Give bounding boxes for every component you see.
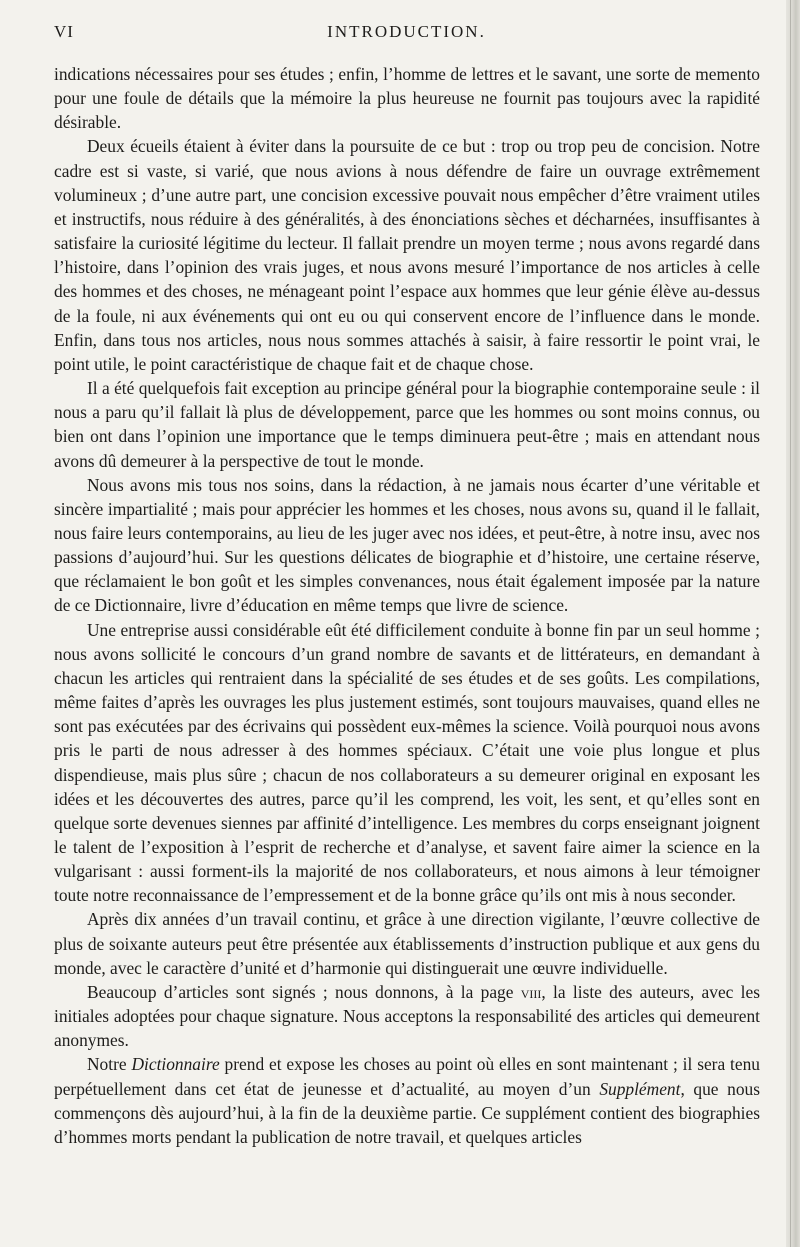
paragraph-8-part-a: Notre — [87, 1054, 132, 1075]
title-dictionnaire: Dictionnaire — [131, 1054, 220, 1075]
title-supplement: Supplément — [599, 1078, 681, 1099]
page-header — [54, 22, 759, 52]
paragraph-5: Une entreprise aussi considérable eût été difficilement conduite à bonne fin par un seul homme ; nous avons sollicité le concours d’un grand nombre de savants et de littérateurs, en demandant à chacun les articles qui rentraient dans la spécialité de ses études et de ses goûts. Les compilations, même faites d’après les ouvrages les plus justement estimés, sont toujours mauvaises, quand elles ne sont pas exécutées par des écrivains qui possèdent eux-mêmes la science. Voilà pourquoi nous avons pris le parti de nous adresser à des hommes spéciaux. C’était une voie plus longue et plus dispendieuse, mais plus sûre ; chacun de nos collaborateurs a su demeurer original en exposant les idées et les découvertes des autres, parce qu’il les comprend, les voit, les sent, et qu’elles sont en quelque sorte devenues siennes par affinité d’intelligence. Les membres du corps enseignant joignent le talent de l’exposition à l’esprit de recherche et d’analyse, et savent faire aimer la science en la vulgarisant : aussi forment-ils la majorité de nos collaborateurs, et nous aimons à leur témoigner toute notre reconnaissance de l’empressement et de la bonne grâce qu’ils ont mis à nous seconder. — [54, 619, 760, 906]
paragraph-7 — [54, 980, 760, 1052]
page-number: VI — [54, 22, 74, 41]
paragraph-8 — [54, 1052, 760, 1149]
body-text — [54, 62, 760, 1149]
paragraph-6: Après dix années d’un travail continu, et grâce à une direction vigilante, l’œuvre collective de plus de soixante auteurs peut être présentée aux établissements d’instruction publique et aux gens du monde, avec le caractère d’unité et d’harmonie qui distinguerait une œuvre individuelle. — [54, 909, 760, 978]
paragraph-8-part-c: , que nous commençons dès aujourd’hui, à la fin de la deuxième partie. Ce supplément contient des biographies d’hommes morts pendant la publication de notre travail, et quelques articles — [54, 1078, 761, 1147]
page-reference: viii — [520, 981, 542, 1002]
page-edge — [786, 0, 800, 1247]
paragraph-4: Nous avons mis tous nos soins, dans la rédaction, à ne jamais nous écarter d’une véritable et sincère impartialité ; mais pour apprécier les hommes et les choses, nous avons su, quand il le fallait, nous faire leurs contemporains, au lieu de les juger avec nos idées, et peut-être, à notre insu, avec nos passions d’aujourd’hui. Sur les questions délicates de biographie et d’histoire, une certaine réserve, que réclamaient le bon goût et les simples convenances, nous était également imposée par la nature de ce Dictionnaire, livre d’éducation en même temps que livre de science. — [54, 474, 760, 616]
running-title: INTRODUCTION. — [327, 22, 486, 41]
paragraph-1: indications nécessaires pour ses études ; enfin, l’homme de lettres et le savant, une sorte de memento pour une foule de détails que la mémoire la plus heureuse ne fournit pas toujours avec la rapidité désirable. — [54, 64, 760, 133]
paragraph-8-part-b: prend et expose les choses au point où elles en sont maintenant ; il sera tenu perpétuellement dans cet état de jeunesse et d’actualité, au moyen d’un — [54, 1054, 760, 1099]
paragraph-3: Il a été quelquefois fait exception au principe général pour la biographie contemporaine seule : il nous a paru qu’il fallait là plus de développement, parce que les hommes ou sont moins connus, ou bien ont dans l’opinion une importance que le temps diminuera peut-être ; mais en attendant nous avons dû demeurer à la perspective de tout le monde. — [54, 378, 760, 471]
paragraph-2: Deux écueils étaient à éviter dans la poursuite de ce but : trop ou trop peu de concision. Notre cadre est si vaste, si varié, que nous avions à nous défendre de faire un ouvrage extrêmement volumineux ; d’une autre part, une concision excessive pouvait nous empêcher d’être vraiment utiles et instructifs, nous réduire à des généralités, à des énonciations sèches et décharnées, insuffisantes à satisfaire la curiosité légitime du lecteur. Il fallait prendre un moyen terme ; nous avons regardé dans l’histoire, dans l’opinion des vrais juges, et nous avons mesuré l’importance de nos articles à celle des hommes et des choses, ne ménageant point l’espace aux hommes que leur génie élève au-dessus de la foule, ni aux événements qui ont eu ou qui conservent encore de l’influence dans le monde. Enfin, dans tous nos articles, nous nous sommes attachés à saisir, à faire ressortir le point vrai, le point utile, le point caractéristique de chaque fait et de chaque chose. — [54, 136, 760, 374]
page-edge-line — [790, 0, 791, 1247]
paragraph-7-part-a: Beaucoup d’articles sont signés ; nous donnons, à la page — [87, 981, 521, 1002]
paragraph-7-part-b: , la liste des auteurs, avec les initiales adoptées pour chaque signature. Nous acceptons la responsabilité des articles qui demeurent anonymes. — [54, 981, 760, 1051]
